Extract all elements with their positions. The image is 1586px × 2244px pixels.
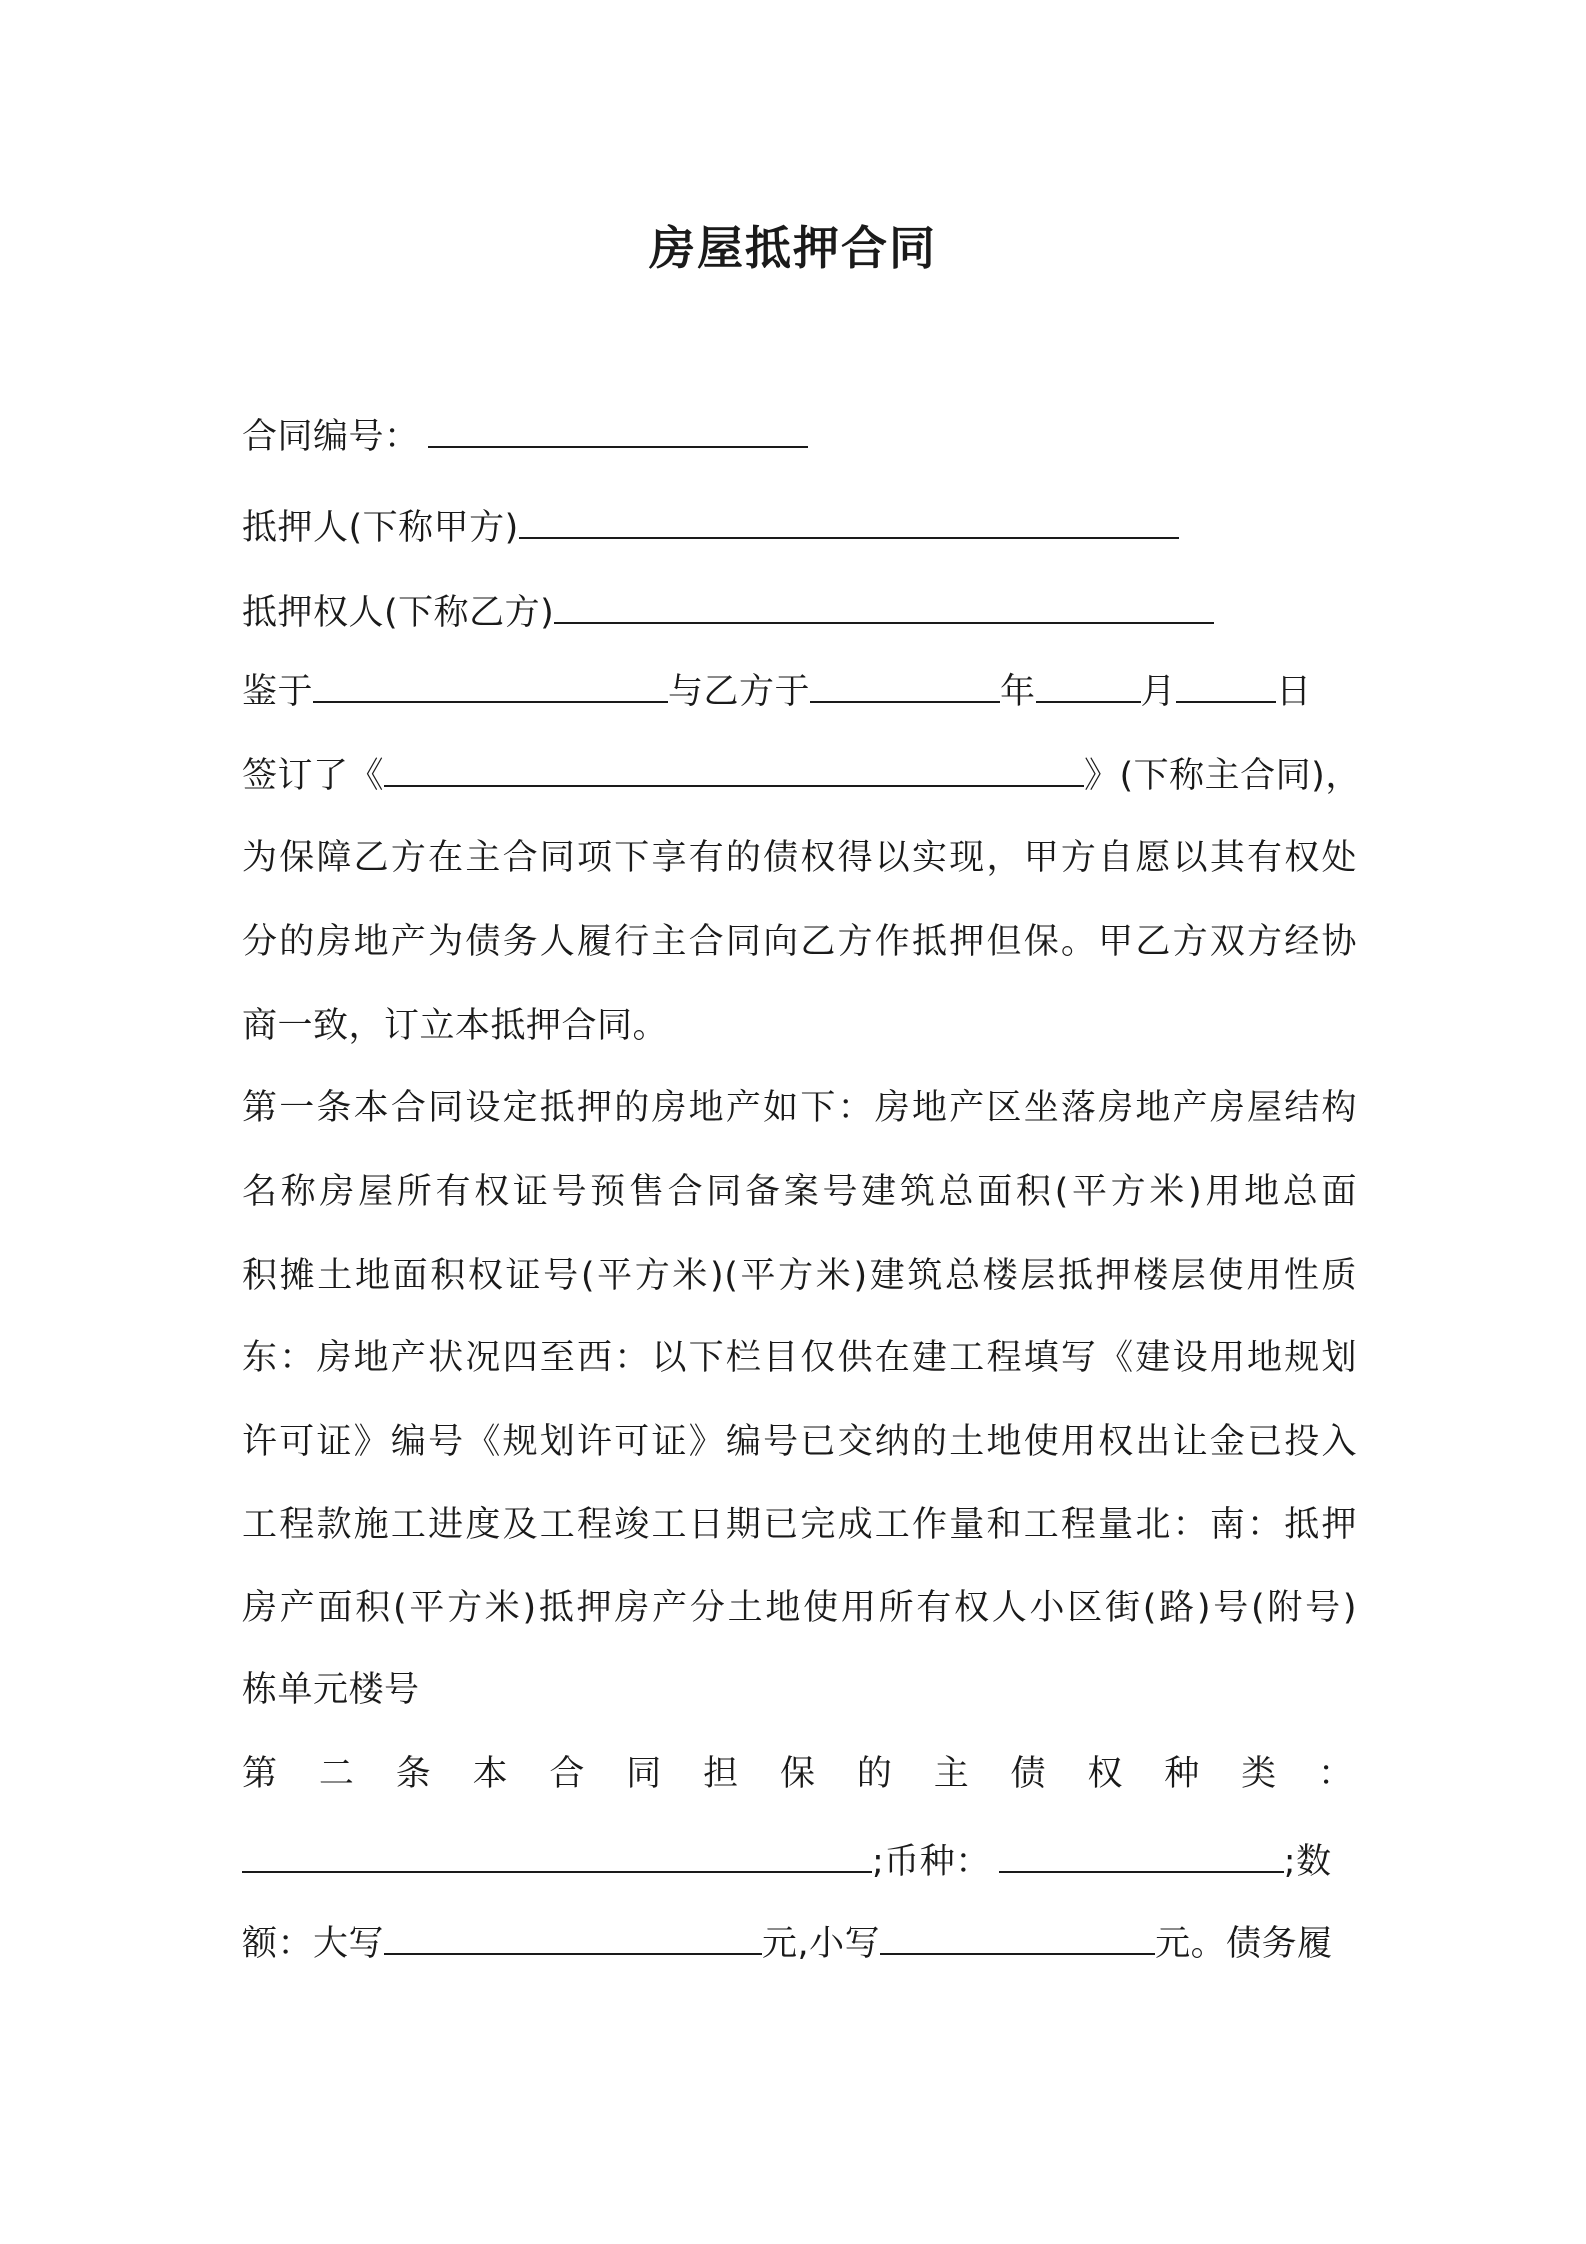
with-party-b-label: 与乙方于 — [668, 672, 811, 712]
article1-line: 东：房地产状况四至西：以下栏目仅供在建工程填写《建设用地规划 — [242, 1338, 1357, 1378]
article2-amount-line — [242, 1919, 1357, 1969]
year-blank[interactable] — [810, 673, 1000, 703]
amount-suffix-label: ;数 — [1283, 1842, 1332, 1882]
amount-lowercase-blank[interactable] — [880, 1925, 1155, 1955]
main-contract-name-blank[interactable] — [384, 757, 1084, 787]
currency-label: ;币种： — [872, 1842, 991, 1882]
party-a-blank[interactable] — [313, 673, 668, 703]
currency-blank[interactable] — [999, 1843, 1284, 1873]
year-label: 年 — [1000, 672, 1036, 712]
mortgagor-label: 抵押人(下称甲方) — [242, 508, 519, 548]
amount-label: 额：大写 — [242, 1924, 385, 1964]
mortgagee-blank[interactable] — [554, 594, 1214, 624]
signed-line — [242, 751, 1361, 801]
month-label: 月 — [1140, 672, 1177, 712]
day-label: 日 — [1276, 672, 1312, 712]
article1-line: 第一条本合同设定抵押的房地产如下：房地产区坐落房地产房屋结构 — [242, 1088, 1357, 1128]
article1-line: 积摊土地面积权证号(平方米)(平方米)建筑总楼层抵押楼层使用性质 — [242, 1256, 1357, 1296]
document-title: 房屋抵押合同 — [649, 221, 937, 275]
yuan-label-2: 元。债务履 — [1155, 1924, 1333, 1964]
contract-number-line — [242, 412, 1357, 462]
article1-line: 栋单元楼号 — [242, 1670, 420, 1710]
signed-label: 签订了《 — [242, 756, 385, 796]
amount-uppercase-blank[interactable] — [384, 1925, 762, 1955]
contract-number-blank[interactable] — [428, 418, 808, 448]
article1-line: 名称房屋所有权证号预售合同备案号建筑总面积(平方米)用地总面 — [242, 1172, 1357, 1212]
mortgagee-label: 抵押权人(下称乙方) — [242, 593, 555, 633]
mortgagor-blank[interactable] — [519, 509, 1179, 539]
yuan-label-1: 元,小写 — [762, 1924, 881, 1964]
whereas-line — [242, 667, 1357, 717]
article1-line: 工程款施工进度及工程竣工日期已完成工作量和工程量北：南：抵押 — [242, 1505, 1357, 1545]
preamble-line: 商一致，订立本抵押合同。 — [242, 1006, 669, 1046]
article2-currency-line — [242, 1837, 1357, 1887]
mortgagee-line — [242, 588, 1357, 638]
preamble-line: 为保障乙方在主合同项下享有的债权得以实现，甲方自愿以其有权处 — [242, 838, 1357, 878]
month-blank[interactable] — [1036, 673, 1141, 703]
preamble-line: 分的房地产为债务人履行主合同向乙方作抵押但保。甲乙方双方经协 — [242, 922, 1357, 962]
article2-heading: 第二条本合同担保的主债权种类： — [242, 1754, 1357, 1794]
debt-type-blank[interactable] — [242, 1843, 872, 1873]
article1-line: 许可证》编号《规划许可证》编号已交纳的土地使用权出让金已投入 — [242, 1422, 1357, 1462]
day-blank[interactable] — [1176, 673, 1276, 703]
main-contract-suffix: 》(下称主合同)， — [1084, 756, 1361, 796]
article1-line: 房产面积(平方米)抵押房产分土地使用所有权人小区街(路)号(附号) — [242, 1588, 1357, 1628]
mortgagor-line — [242, 503, 1357, 553]
whereas-label: 鉴于 — [242, 672, 314, 712]
contract-number-label: 合同编号： — [242, 417, 420, 457]
